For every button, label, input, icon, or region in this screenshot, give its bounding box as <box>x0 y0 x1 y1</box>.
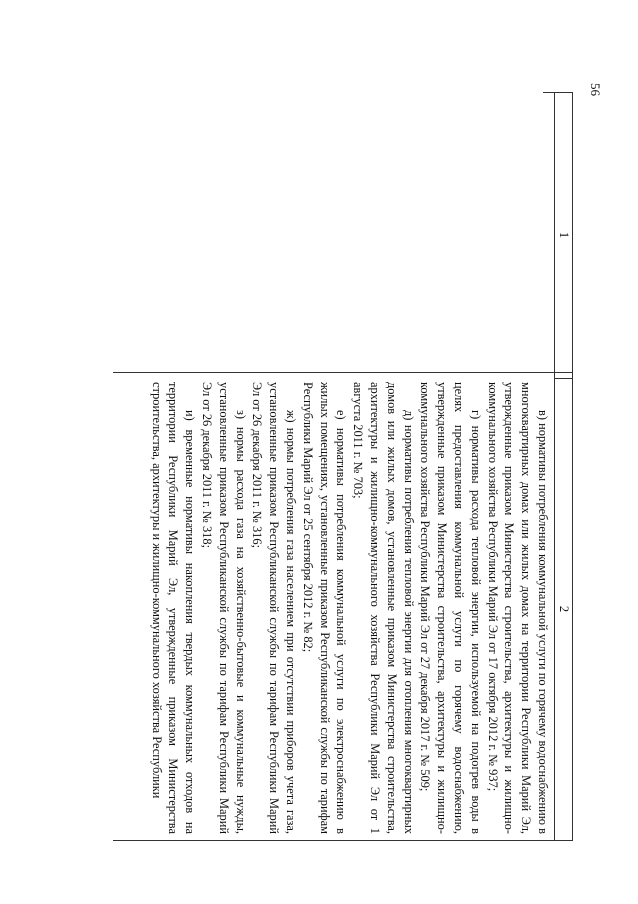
column-1-header: 1 <box>557 231 571 239</box>
paragraph-zh: ж) нормы потребления газа населением при отсутствии приборов учета газа, установленные приказом Республиканской службы по тарифам Республики Марий Эл от 26 декабря 2011 г. № 316; <box>250 382 299 834</box>
table-left-border <box>543 92 573 93</box>
paragraph-g: г) нормативы расхода тепловой энергии, используемой на подогрев воды в целях предоставления коммунальной услуги по горячему водоснабжению, утвержденные приказом Министерства строительства, архитектуры и жилищно-коммунального хозяйства Республики Марий Эл от 27 декабря 2017 г. № 509; <box>418 382 483 834</box>
table-header-row <box>554 92 573 840</box>
paragraph-z: з) нормы расхода газа на хозяйственно-бытовые и коммунальные нужды, установленные приказом Республиканской службы по тарифам Республики Марий Эл от 26 декабря 2011 г. № 318; <box>200 382 248 834</box>
page-number: 56 <box>588 83 603 96</box>
paragraph-v: в) нормативы потребления коммунальной услуги по горячему водоснабжению в многоквартирных домах или жилых домах на территории Республики Марий Эл, утвержденные приказом Министерства строительства, архитектуры и жилищно-коммунального хозяйства Республики Марий Эл от 17 октября 2012 г. № 937; <box>485 382 550 834</box>
paragraph-i: и) временные нормативы накопления твердых коммунальных отходов на территории Республики Марий Эл, утвержденные приказом Министерства строительства, архитектуры и жилищно-коммунального хозяйства Республики <box>149 382 198 834</box>
table-right-border <box>113 840 573 841</box>
column-divider <box>113 372 573 373</box>
column-2-content <box>148 382 551 834</box>
paragraph-d: д) нормативы потребления тепловой энергии для отопления многоквартирных домов или жилых домов, установленные приказом Министерства строительства, архитектуры и жилищно-коммунального хозяйства Республики Марий Эл от 1 августа 2011 г. № 703; <box>351 382 416 834</box>
column-2-header: 2 <box>557 605 571 613</box>
header-divider <box>555 378 573 379</box>
paragraph-e: е) нормативы потребления коммунальной услуги по электроснабжению в жилых помещениях, установленные приказом Республиканской службы по тарифам Республики Марий Эл от 25 сентября 2012 г. № 82; <box>300 382 349 834</box>
rotated-table <box>113 92 573 840</box>
